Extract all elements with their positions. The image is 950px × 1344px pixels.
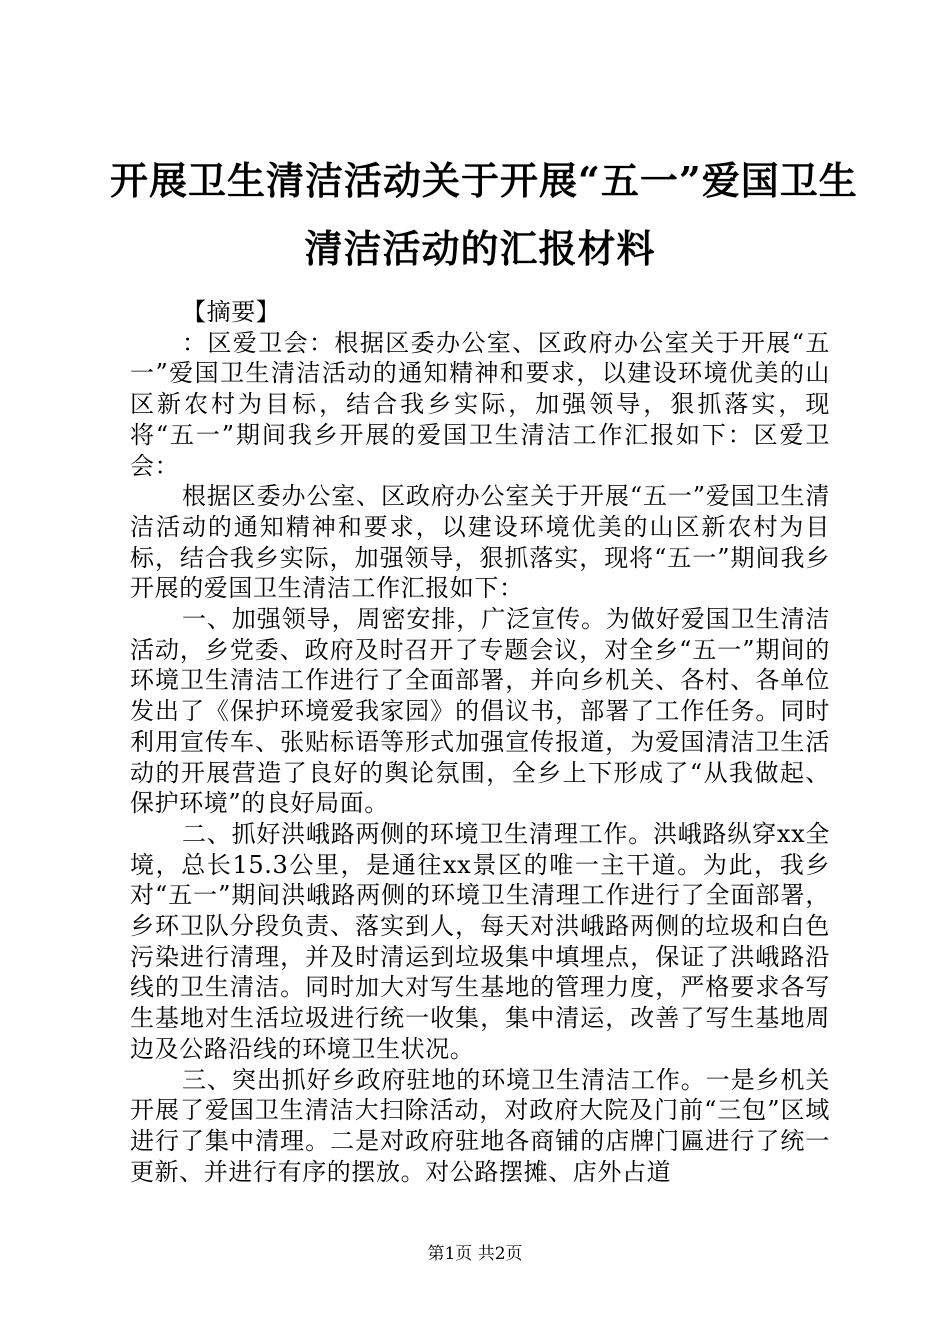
paragraph-2: 根据区委办公室、区政府办公室关于开展“五一”爱国卫生清洁活动的通知精神和要求，以建设环境优美的山区新农村为目标，结合我乡实际，加强领导，狠抓落实，现将“五一”期间我乡开展的爱国卫生清洁工作汇报如下：	[130, 482, 830, 603]
document-title-line-1: 开展卫生清洁活动关于开展“五一”爱国卫生	[110, 158, 858, 203]
paragraph-1: ：区爱卫会：根据区委办公室、区政府办公室关于开展“五一”爱国卫生清洁活动的通知精神和要求，以建设环境优美的山区新农村为目标，结合我乡实际，加强领导，狠抓落实，现将“五一”期间我乡开展的爱国卫生清洁工作汇报如下：区爱卫会：	[130, 328, 830, 480]
document-body	[130, 297, 830, 1187]
page-number-footer: 第1页 共2页	[427, 1244, 523, 1264]
abstract-label: 【摘要】	[182, 298, 281, 326]
paragraph-5: 三、突出抓好乡政府驻地的环境卫生清洁工作。一是乡机关开展了爱国卫生清洁大扫除活动，对政府大院及门前“三包”区域进行了集中清理。二是对政府驻地各商铺的店牌门匾进行了统一更新、并进行有序的摆放。对公路摆摊、店外占道	[130, 1065, 830, 1186]
paragraph-3: 一、加强领导，周密安排，广泛宣传。为做好爱国卫生清洁活动，乡党委、政府及时召开了专题会议，对全乡“五一”期间的环境卫生清洁工作进行了全面部署，并向乡机关、各村、各单位发出了《保护环境爱我家园》的倡议书，部署了工作任务。同时利用宣传车、张贴标语等形式加强宣传报道，为爱国清洁卫生活动的开展营造了良好的舆论氛围，全乡上下形成了“从我做起、保护环境”的良好局面。	[130, 605, 830, 818]
document-title-line-2: 清洁活动的汇报材料	[304, 226, 656, 271]
paragraph-4: 二、抓好洪峨路两侧的环境卫生清理工作。洪峨路纵穿xx全境，总长15.3公里，是通往xx景区的唯一主干道。为此，我乡对“五一”期间洪峨路两侧的环境卫生清理工作进行了全面部署，乡环卫队分段负责、落实到人，每天对洪峨路两侧的垃圾和白色污染进行清理，并及时清运到垃圾集中填埋点，保证了洪峨路沿线的卫生清洁。同时加大对写生基地的管理力度，严格要求各写生基地对生活垃圾进行统一收集，集中清运，改善了写生基地周边及公路沿线的环境卫生状况。	[130, 819, 830, 1063]
